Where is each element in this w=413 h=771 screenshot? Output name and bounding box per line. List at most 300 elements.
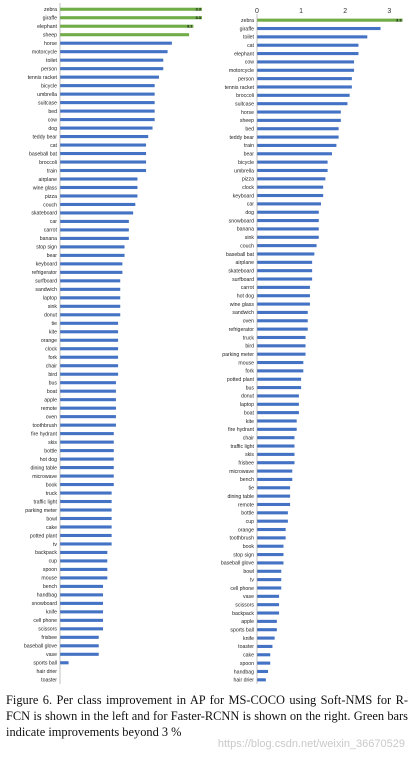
bar xyxy=(60,517,112,520)
category-label: skateboard xyxy=(31,210,57,217)
left-bar-chart xyxy=(0,0,207,688)
category-label: traffic light xyxy=(33,499,57,506)
category-label: vase xyxy=(243,594,254,601)
bar xyxy=(257,595,279,598)
bar xyxy=(60,110,155,113)
bar xyxy=(60,661,69,664)
category-label: baseball glove xyxy=(220,560,254,567)
category-label: zebra xyxy=(241,17,254,24)
category-label: wine glass xyxy=(229,301,254,308)
bar xyxy=(257,436,295,439)
category-label: elephant xyxy=(37,24,57,31)
category-label: hair drier xyxy=(36,669,57,676)
bar xyxy=(257,328,308,331)
category-label: donut xyxy=(241,393,254,400)
bar xyxy=(60,237,129,240)
bar xyxy=(60,118,155,121)
category-label: cow xyxy=(47,117,57,124)
bar xyxy=(60,644,99,647)
category-label: cell phone xyxy=(33,618,57,625)
category-label: truck xyxy=(45,490,57,497)
bar xyxy=(60,8,202,11)
bar xyxy=(257,511,288,514)
bar xyxy=(257,653,270,656)
category-label: couch xyxy=(240,243,254,250)
bar xyxy=(257,119,341,122)
category-label: toilet xyxy=(46,57,57,64)
x-tick-label: 0 xyxy=(255,8,259,15)
bar xyxy=(60,203,135,206)
bar xyxy=(257,27,381,30)
category-label: bottle xyxy=(241,510,254,517)
category-label: toilet xyxy=(243,34,254,41)
bar xyxy=(60,93,155,96)
bar xyxy=(257,277,312,280)
category-label: airplane xyxy=(38,176,57,183)
bar xyxy=(257,336,306,339)
category-label: carrot xyxy=(43,227,57,234)
category-label: suitcase xyxy=(234,101,254,108)
bar xyxy=(257,520,288,523)
bar xyxy=(257,19,403,22)
bar xyxy=(60,610,103,613)
category-label: dining table xyxy=(227,493,254,500)
bar xyxy=(257,286,310,289)
x-tick-label: 2 xyxy=(343,8,348,15)
bar-value-label: 3.3 xyxy=(195,6,201,12)
category-label: remote xyxy=(237,502,254,509)
bar xyxy=(257,545,283,548)
bar xyxy=(60,84,155,87)
category-label: skateboard xyxy=(228,268,254,275)
category-label: microwave xyxy=(229,468,254,475)
category-label: toaster xyxy=(238,644,254,651)
bar xyxy=(60,169,146,172)
category-label: apple xyxy=(44,397,57,404)
bar xyxy=(257,478,292,481)
category-label: cup xyxy=(48,558,57,565)
bar xyxy=(60,653,99,656)
category-label: broccoli xyxy=(39,159,57,166)
category-label: handbag xyxy=(36,592,57,599)
bar xyxy=(257,403,299,406)
bar xyxy=(60,339,118,342)
bar xyxy=(257,444,295,447)
bar xyxy=(257,662,270,665)
category-label: snowboard xyxy=(228,218,254,225)
category-label: knife xyxy=(46,609,57,616)
bar xyxy=(257,52,358,55)
category-label: pizza xyxy=(241,176,254,183)
bar xyxy=(257,177,325,180)
category-label: bed xyxy=(245,126,254,133)
category-label: remote xyxy=(40,405,57,412)
bar xyxy=(60,483,114,486)
bar xyxy=(257,144,336,147)
category-label: bottle xyxy=(44,448,57,455)
category-label: motorcycle xyxy=(31,49,57,56)
category-label: book xyxy=(45,482,57,489)
bar xyxy=(257,353,306,356)
bar xyxy=(257,670,268,673)
category-label: scissors xyxy=(38,626,57,633)
bar xyxy=(257,60,354,63)
bar-value-label: 3.3 xyxy=(396,17,402,23)
category-label: sports ball xyxy=(230,627,254,634)
category-label: vase xyxy=(46,652,57,659)
bar xyxy=(257,361,303,364)
bar xyxy=(60,160,146,163)
bar xyxy=(60,466,114,469)
category-label: kite xyxy=(245,418,254,425)
category-label: surfboard xyxy=(35,278,57,285)
bar xyxy=(257,461,295,464)
bar xyxy=(257,553,283,556)
bar xyxy=(60,415,116,418)
bar xyxy=(60,127,153,130)
bar xyxy=(257,637,275,640)
bar xyxy=(257,236,319,239)
category-label: fork xyxy=(245,368,254,375)
bar xyxy=(60,220,129,223)
category-label: tie xyxy=(248,485,254,492)
category-label: train xyxy=(243,143,254,150)
category-label: umbrella xyxy=(234,168,254,175)
bar xyxy=(60,194,137,197)
category-label: clock xyxy=(242,184,254,191)
bar xyxy=(60,636,99,639)
bar xyxy=(257,428,297,431)
bar xyxy=(257,528,286,531)
x-tick-label: 3 xyxy=(387,8,392,15)
bar xyxy=(257,386,301,389)
category-label: tv xyxy=(52,541,57,548)
category-label: suitcase xyxy=(37,100,57,107)
category-label: book xyxy=(242,544,254,551)
bar xyxy=(60,211,133,214)
bar xyxy=(257,194,323,197)
category-label: potted plant xyxy=(226,377,254,384)
category-label: oven xyxy=(45,414,57,421)
category-label: bear xyxy=(46,253,57,260)
category-label: keyboard xyxy=(232,193,254,200)
bar xyxy=(60,296,120,299)
bar xyxy=(257,344,306,347)
bar xyxy=(257,378,301,381)
bar xyxy=(257,110,341,113)
bar xyxy=(257,578,281,581)
bar xyxy=(60,398,116,401)
category-label: sheep xyxy=(239,118,254,125)
category-label: person xyxy=(41,66,57,73)
bar xyxy=(60,25,193,28)
bar xyxy=(60,16,202,19)
category-label: apple xyxy=(241,619,254,626)
category-label: umbrella xyxy=(37,91,57,98)
bar xyxy=(60,245,125,248)
bar xyxy=(257,252,314,255)
bar xyxy=(257,227,319,230)
category-label: baseball bat xyxy=(226,251,254,258)
bar xyxy=(257,561,283,564)
category-label: person xyxy=(238,76,254,83)
category-label: bus xyxy=(245,385,254,392)
bar xyxy=(257,311,308,314)
category-label: kite xyxy=(48,329,57,336)
figure-caption: Figure 6. Per class improvement in AP for MS-COCO using Soft-NMS for R-FCN is shown in the left and for Faster-RCNN is shown on the right. Green bars indicate improvements beyond 3 % xyxy=(6,693,408,739)
category-label: zebra xyxy=(44,7,57,14)
category-label: chair xyxy=(45,363,57,370)
category-label: banana xyxy=(39,236,57,243)
category-label: car xyxy=(246,201,254,208)
bar xyxy=(60,491,112,494)
bar xyxy=(60,619,103,622)
category-label: potted plant xyxy=(29,533,57,540)
bar xyxy=(60,152,146,155)
category-label: carrot xyxy=(240,285,254,292)
category-label: keyboard xyxy=(35,261,57,268)
bar xyxy=(60,593,103,596)
bar xyxy=(257,678,266,681)
category-label: motorcycle xyxy=(228,68,254,75)
category-label: backpack xyxy=(35,550,57,557)
bar xyxy=(257,620,277,623)
bar xyxy=(60,271,122,274)
bar xyxy=(60,373,118,376)
bar xyxy=(60,500,112,503)
category-label: bear xyxy=(243,151,254,158)
bar xyxy=(60,76,159,79)
category-label: bench xyxy=(42,584,57,591)
category-label: giraffe xyxy=(42,15,57,22)
category-label: backpack xyxy=(232,610,254,617)
category-label: laptop xyxy=(239,402,254,409)
category-label: hair drier xyxy=(233,677,254,684)
bar xyxy=(60,330,118,333)
bar xyxy=(257,169,328,172)
bar xyxy=(60,407,116,410)
bar xyxy=(257,244,317,247)
bar xyxy=(257,486,290,489)
category-label: traffic light xyxy=(230,443,254,450)
category-label: cat xyxy=(247,43,254,50)
bar xyxy=(60,585,103,588)
category-label: skis xyxy=(245,452,254,459)
category-label: boat xyxy=(243,410,254,417)
category-label: oven xyxy=(242,318,254,325)
category-label: bicycle xyxy=(238,159,254,166)
category-label: bowl xyxy=(243,569,254,576)
bar xyxy=(60,356,118,359)
category-label: bench xyxy=(239,477,254,484)
bar xyxy=(257,495,290,498)
bar xyxy=(257,261,312,264)
right-bar-chart xyxy=(207,0,413,688)
bar xyxy=(257,94,350,97)
bar xyxy=(60,347,118,350)
category-label: frisbee xyxy=(238,460,254,467)
category-label: skis xyxy=(48,439,57,446)
bar xyxy=(257,102,347,105)
bar xyxy=(257,85,352,88)
bar xyxy=(60,254,125,257)
bar xyxy=(60,559,107,562)
bar xyxy=(257,294,310,297)
bar-value-label: 3.1 xyxy=(186,23,193,29)
bar xyxy=(257,645,272,648)
category-label: pizza xyxy=(44,193,57,200)
category-label: horse xyxy=(44,40,57,47)
category-label: fire hydrant xyxy=(228,427,254,434)
category-label: frisbee xyxy=(41,635,57,642)
category-label: horse xyxy=(241,109,254,116)
bar xyxy=(257,211,319,214)
bar xyxy=(60,534,112,537)
bar xyxy=(257,411,299,414)
category-label: sink xyxy=(47,304,57,311)
category-label: bird xyxy=(48,372,57,379)
bar xyxy=(60,364,118,367)
bar xyxy=(257,136,339,139)
bar xyxy=(60,33,189,36)
category-label: elephant xyxy=(234,51,254,58)
bar xyxy=(60,432,114,435)
category-label: teddy bear xyxy=(229,134,254,141)
bar xyxy=(60,449,114,452)
bar xyxy=(60,262,122,265)
category-label: cup xyxy=(245,518,254,525)
category-label: fork xyxy=(48,355,57,362)
bar xyxy=(60,135,148,138)
category-label: knife xyxy=(243,635,254,642)
category-label: bicycle xyxy=(41,83,57,90)
category-label: dining table xyxy=(30,465,57,472)
category-label: spoon xyxy=(239,660,254,667)
category-label: sandwich xyxy=(35,287,57,294)
bar xyxy=(60,59,163,62)
category-label: toaster xyxy=(41,677,57,684)
category-label: chair xyxy=(242,435,254,442)
bar xyxy=(60,551,107,554)
category-label: wine glass xyxy=(32,185,57,192)
category-label: boat xyxy=(46,388,57,395)
bar xyxy=(60,508,112,511)
category-label: parking meter xyxy=(222,351,254,358)
category-label: toothbrush xyxy=(229,535,254,542)
bar xyxy=(60,568,107,571)
bar xyxy=(60,279,120,282)
category-label: car xyxy=(49,219,57,226)
category-label: bird xyxy=(245,343,254,350)
category-label: sandwich xyxy=(232,310,254,317)
bar xyxy=(60,424,116,427)
bar xyxy=(60,627,103,630)
bar xyxy=(257,419,297,422)
category-label: couch xyxy=(43,202,57,209)
bar xyxy=(257,127,339,130)
category-label: cake xyxy=(243,652,254,659)
category-label: refrigerator xyxy=(31,270,57,277)
bar xyxy=(60,542,112,545)
category-label: baseball glove xyxy=(23,643,57,650)
category-label: spoon xyxy=(42,567,57,574)
bar xyxy=(60,602,103,605)
category-label: giraffe xyxy=(239,26,254,33)
bar xyxy=(60,525,112,528)
category-label: mouse xyxy=(41,575,57,582)
bar xyxy=(60,458,114,461)
category-label: orange xyxy=(40,338,57,345)
bar-value-label: 3.3 xyxy=(195,15,201,21)
bar xyxy=(257,536,286,539)
category-label: broccoli xyxy=(236,93,254,100)
category-label: dog xyxy=(48,125,57,132)
category-label: cow xyxy=(244,59,254,66)
bar xyxy=(60,101,155,104)
bar xyxy=(257,69,354,72)
category-label: donut xyxy=(44,312,57,319)
bar xyxy=(257,269,312,272)
bar xyxy=(60,313,120,316)
bar xyxy=(257,503,290,506)
category-label: bed xyxy=(48,108,57,115)
bar xyxy=(60,67,163,70)
category-label: dog xyxy=(245,210,254,217)
bar xyxy=(257,394,299,397)
bar xyxy=(257,161,328,164)
bar xyxy=(257,570,281,573)
category-label: cake xyxy=(46,524,57,531)
category-label: baseball bat xyxy=(29,151,57,158)
bar xyxy=(257,369,303,372)
category-label: teddy bear xyxy=(32,134,57,141)
category-label: refrigerator xyxy=(228,326,254,333)
bar xyxy=(257,319,308,322)
bar xyxy=(60,322,118,325)
category-label: sports ball xyxy=(33,660,57,667)
category-label: parking meter xyxy=(25,507,57,514)
bar xyxy=(257,628,277,631)
category-label: stop sign xyxy=(233,552,254,559)
category-label: banana xyxy=(236,226,254,233)
bar xyxy=(60,177,137,180)
category-label: tennis racket xyxy=(27,74,57,81)
category-label: tie xyxy=(51,321,57,328)
bar xyxy=(60,576,107,579)
category-label: scissors xyxy=(235,602,254,609)
bar xyxy=(257,219,319,222)
bar xyxy=(60,475,114,478)
category-label: bowl xyxy=(46,516,57,523)
category-label: hot dog xyxy=(39,456,57,463)
bar xyxy=(257,186,323,189)
category-label: snowboard xyxy=(31,601,57,608)
bar xyxy=(60,143,146,146)
category-label: bus xyxy=(48,380,57,387)
category-label: toothbrush xyxy=(32,422,57,429)
bar xyxy=(257,303,310,306)
bar xyxy=(60,305,120,308)
bar xyxy=(60,50,168,53)
x-tick-label: 1 xyxy=(299,8,304,15)
bar xyxy=(257,453,295,456)
category-label: tennis racket xyxy=(224,84,254,91)
category-label: handbag xyxy=(233,669,254,676)
category-label: truck xyxy=(242,335,254,342)
bar xyxy=(60,186,137,189)
bar xyxy=(60,441,114,444)
bar xyxy=(60,390,116,393)
